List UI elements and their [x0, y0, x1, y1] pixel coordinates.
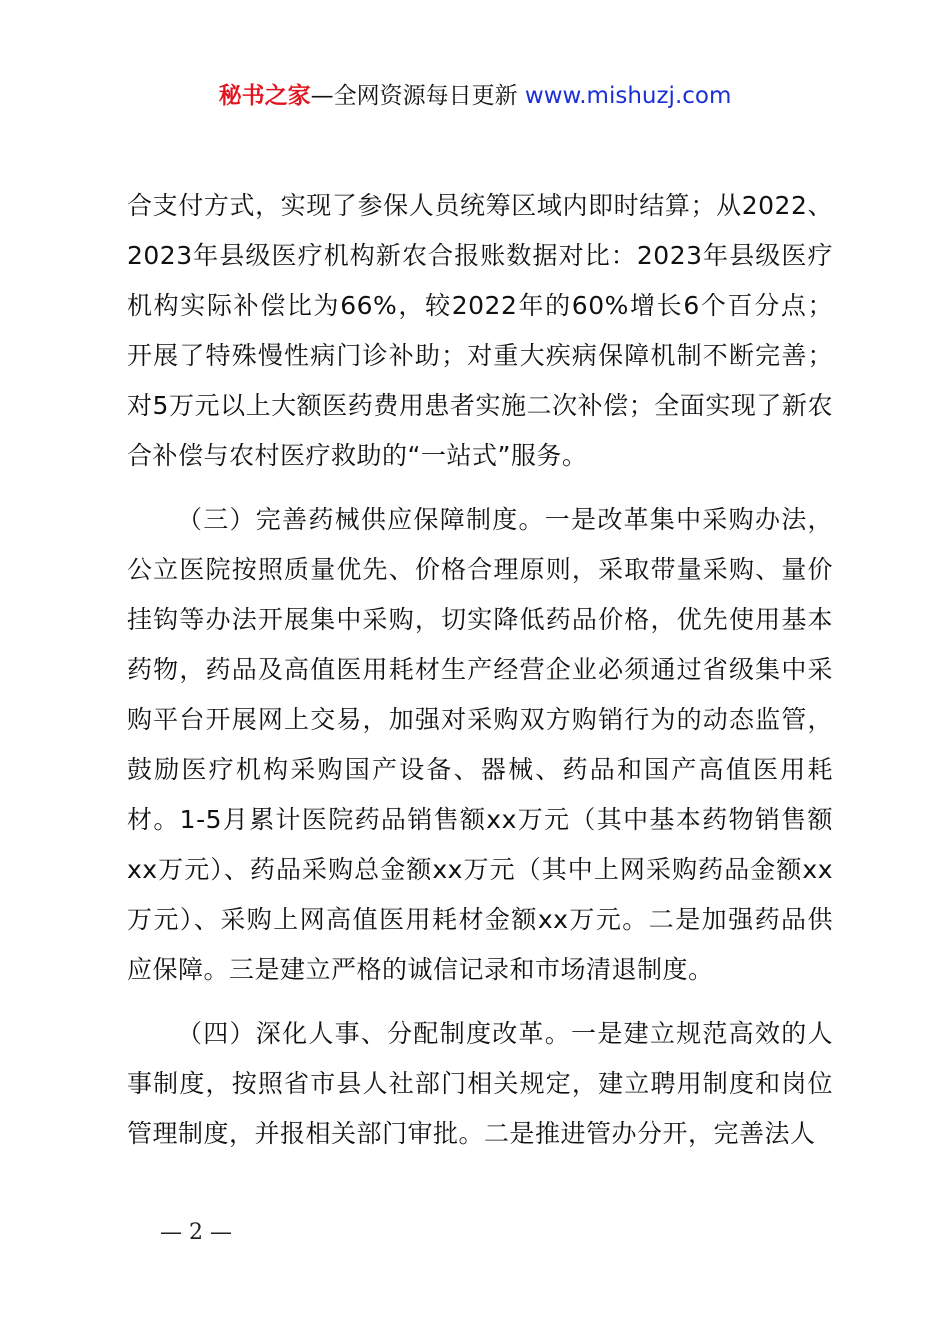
paragraph-section-4: （四）深化人事、分配制度改革。一是建立规范高效的人事制度，按照省市县人社部门相关规定，建立聘用制度和岗位管理制度，并报相关部门审批。二是推进管办分开，完善法人 [127, 1019, 833, 1148]
brand-name: 秘书之家 [218, 83, 311, 109]
site-url-link[interactable]: www.mishuzj.com [524, 83, 732, 109]
paragraph-section-3: （三）完善药械供应保障制度。一是改革集中采购办法，公立医院按照质量优先、价格合理原则，采取带量采购、量价挂钩等办法开展集中采购，切实降低药品价格，优先使用基本药物，药品及高值医用耗材生产经营企业必须通过省级集中采购平台开展网上交易，加强对采购双方购销行为的动态监管，鼓励医疗机构采购国产设备、器械、药品和国产高值医用耗材。1-5月累计医院药品销售额xx万元（其中基本药物销售额xx万元）、药品采购总金额xx万元（其中上网采购药品金额xx万元）、采购上网高值医用耗材金额xx万元。二是加强药品供应保障。三是建立严格的诚信记录和市场清退制度。 [127, 505, 833, 984]
site-banner [0, 80, 950, 112]
page-number: — 2 — [160, 1220, 232, 1245]
paragraph-continuation: 合支付方式，实现了参保人员统筹区域内即时结算；从2022、2023年县级医疗机构新农合报账数据对比：2023年县级医疗机构实际补偿比为66%，较2022年的60%增长6个百分点；开展了特殊慢性病门诊补助；对重大疾病保障机制不断完善；对5万元以上大额医药费用患者实施二次补偿；全面实现了新农合补偿与农村医疗救助的“一站式”服务。 [127, 191, 833, 470]
document-body [127, 181, 833, 1173]
banner-tagline: —全网资源每日更新 [310, 83, 525, 109]
